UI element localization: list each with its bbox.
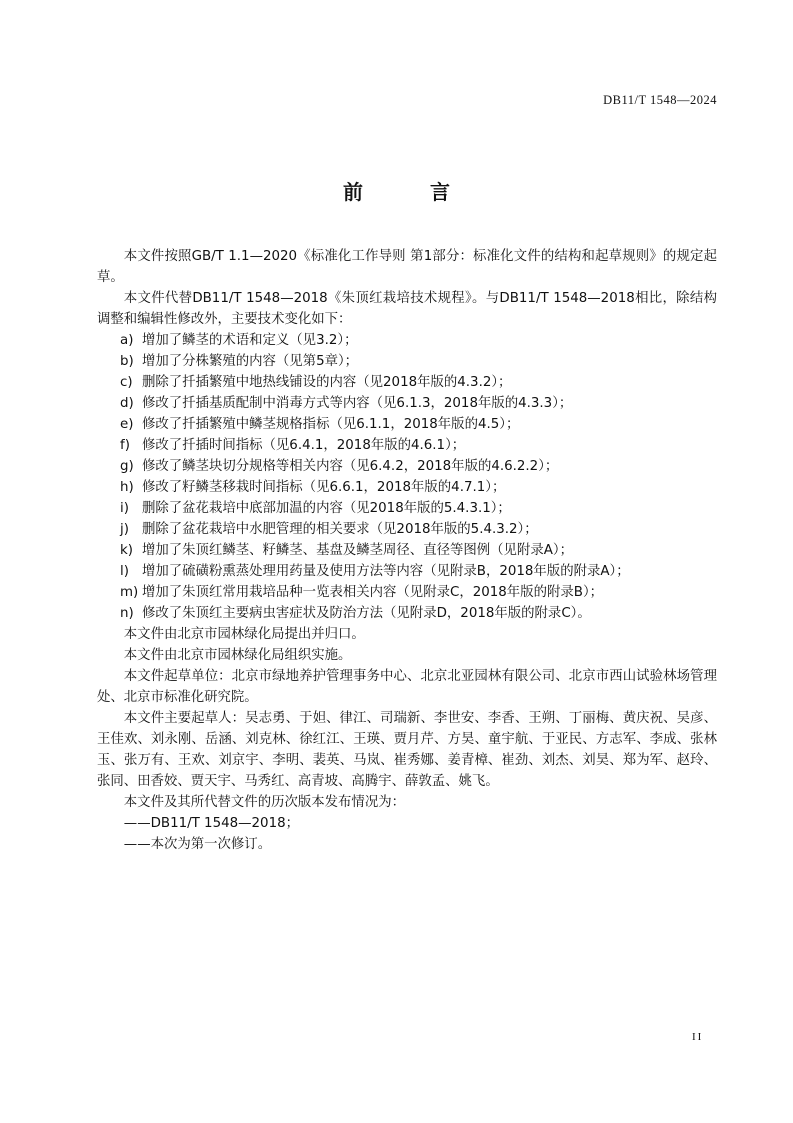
list-item-label: k) <box>120 543 133 558</box>
list-item <box>97 498 717 519</box>
list-item-label: e) <box>120 417 134 432</box>
list-item <box>97 393 717 414</box>
list-item-text: 增加了朱顶红常用栽培品种一览表相关内容（见附录C，2018年版的附录B）； <box>142 585 604 600</box>
paragraph: 本文件起草单位：北京市绿地养护管理事务中心、北京北亚园林有限公司、北京市西山试验林场管理处、北京市标准化研究院。 <box>97 669 717 705</box>
list-item <box>97 519 717 540</box>
list-item-text: 增加了鳞茎的术语和定义（见3.2）； <box>142 333 358 348</box>
list-item-label: h) <box>120 480 134 495</box>
paragraph: 本文件代替DB11/T 1548—2018《朱顶红栽培技术规程》。与DB11/T 1548—2018相比，除结构调整和编辑性修改外，主要技术变化如下： <box>97 291 717 327</box>
list-item-text: 删除了扦插繁殖中地热线铺设的内容（见2018年版的4.3.2）； <box>142 375 512 390</box>
list-item-label: l) <box>120 564 129 579</box>
document-body <box>97 246 717 855</box>
list-item-label: f) <box>120 438 130 453</box>
list-item-text: 修改了朱顶红主要病虫害症状及防治方法（见附录D，2018年版的附录C）。 <box>142 606 591 621</box>
version-item: ——DB11/T 1548—2018； <box>123 816 299 831</box>
list-item-text: 修改了扦插基质配制中消毒方式等内容（见6.1.3，2018年版的4.3.3）； <box>142 396 573 411</box>
list-item-label: m) <box>120 585 139 600</box>
list-item-label: n) <box>120 606 134 621</box>
paragraph: 本文件主要起草人：吴志勇、于妲、律江、司瑞新、李世安、李香、王朔、丁丽梅、黄庆祝、吴彦、王佳欢、刘永刚、岳涵、刘克林、徐红江、王瑛、贾月芹、方昊、童宇航、于亚民、方志军、李成、张林玉、张万有、王欢、刘京宇、李明、裴英、马岚、崔秀娜、姜青樟、崔劲、刘杰、刘昊、郑为军、赵玲、张同、田香姣、贾天宇、马秀红、高青坡、高腾宇、薛敦孟、姚飞。 <box>97 711 717 789</box>
changes-list <box>97 330 717 624</box>
list-item <box>97 540 717 561</box>
list-item <box>97 330 717 351</box>
list-item-text: 修改了鳞茎块切分规格等相关内容（见6.4.2，2018年版的4.6.2.2）； <box>142 459 559 474</box>
list-item <box>97 477 717 498</box>
list-item <box>97 582 717 603</box>
list-item-label: i) <box>120 501 129 516</box>
list-item-label: g) <box>120 459 134 474</box>
list-item-text: 增加了朱顶红鳞茎、籽鳞茎、基盘及鳞茎周径、直径等图例（见附录A）； <box>142 543 573 558</box>
version-item: ——本次为第一次修订。 <box>123 837 272 852</box>
list-item-text: 修改了扦插时间指标（见6.4.1，2018年版的4.6.1）； <box>142 438 466 453</box>
list-item-label: j) <box>120 522 129 537</box>
list-item-label: b) <box>120 354 134 369</box>
page-title: 前 言 <box>343 180 480 204</box>
list-item-label: d) <box>120 396 134 411</box>
list-item <box>97 561 717 582</box>
paragraph: 本文件及其所代替文件的历次版本发布情况为： <box>123 795 405 810</box>
list-item-text: 修改了扦插繁殖中鳞茎规格指标（见6.1.1，2018年版的4.5）； <box>142 417 520 432</box>
list-item <box>97 603 717 624</box>
paragraph: 本文件由北京市园林绿化局组织实施。 <box>123 648 352 663</box>
list-item <box>97 351 717 372</box>
page-number: II <box>692 1031 704 1043</box>
paragraph: 本文件按照GB/T 1.1—2020《标准化工作导则 第1部分：标准化文件的结构和起草规则》的规定起草。 <box>97 249 717 285</box>
list-item-text: 增加了分株繁殖的内容（见第5章）； <box>142 354 359 369</box>
paragraph: 本文件由北京市园林绿化局提出并归口。 <box>123 627 365 642</box>
list-item-text: 修改了籽鳞茎移栽时间指标（见6.6.1，2018年版的4.7.1）； <box>142 480 506 495</box>
list-item <box>97 372 717 393</box>
list-item <box>97 456 717 477</box>
document-code: DB11/T 1548—2024 <box>603 93 717 107</box>
list-item-text: 删除了盆花栽培中底部加温的内容（见2018年版的5.4.3.1）； <box>142 501 511 516</box>
list-item <box>97 414 717 435</box>
list-item-label: c) <box>120 375 133 390</box>
list-item-label: a) <box>120 333 134 348</box>
list-item <box>97 435 717 456</box>
list-item-text: 删除了盆花栽培中水肥管理的相关要求（见2018年版的5.4.3.2）； <box>142 522 538 537</box>
list-item-text: 增加了硫磺粉熏蒸处理用药量及使用方法等内容（见附录B，2018年版的附录A）； <box>142 564 630 579</box>
